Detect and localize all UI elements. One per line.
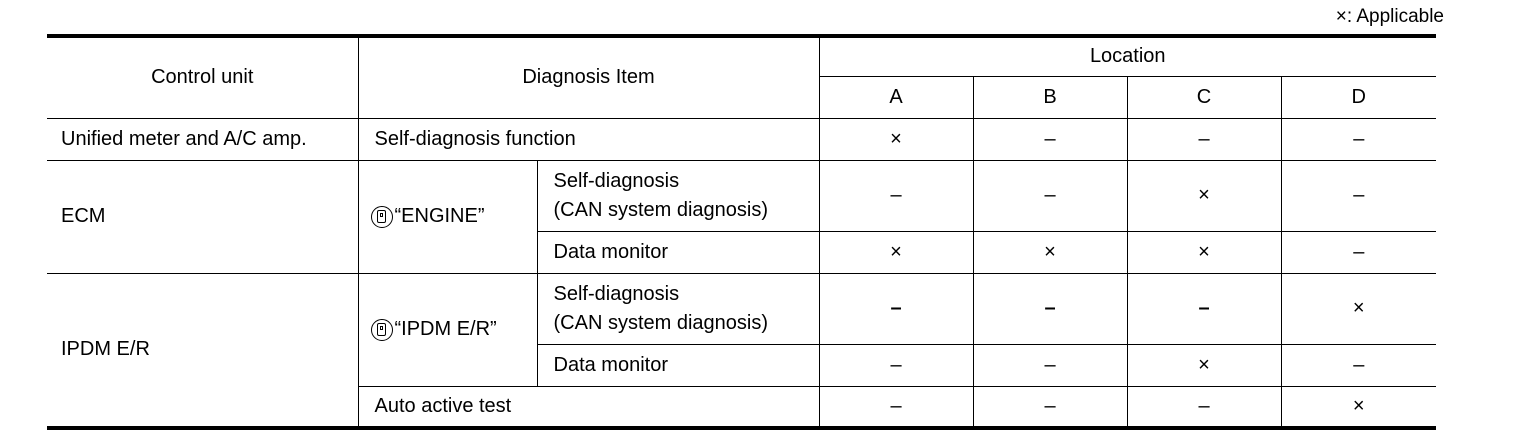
control-unit-ecm: ECM bbox=[47, 160, 358, 273]
header-row bbox=[47, 36, 1436, 76]
header-control-unit: Control unit bbox=[47, 36, 358, 118]
meter-location-b: – bbox=[973, 118, 1127, 160]
ipdm-auto-active-test-location-b: – bbox=[973, 386, 1127, 428]
ecm-data-monitor-location-a: × bbox=[819, 231, 973, 273]
diagnosis-item-meter: Self-diagnosis function bbox=[358, 118, 819, 160]
ecm-self-diagnosis-location-a: – bbox=[819, 160, 973, 231]
ipdm-auto-active-test-location-d: × bbox=[1281, 386, 1436, 428]
header-location-a: A bbox=[819, 76, 973, 118]
ipdm-self-diagnosis-line1: Self-diagnosis bbox=[553, 282, 680, 305]
ipdm-self-diagnosis-location-b: – bbox=[973, 273, 1127, 344]
table-row-ipdm-self-diagnosis bbox=[47, 273, 1436, 344]
consult-icon bbox=[371, 319, 393, 341]
ecm-data-monitor-location-d: – bbox=[1281, 231, 1436, 273]
diagnosis-location-table bbox=[47, 34, 1436, 430]
ipdm-data-monitor-location-d: – bbox=[1281, 344, 1436, 386]
ipdm-data-monitor-location-a: – bbox=[819, 344, 973, 386]
ecm-self-diagnosis-label bbox=[537, 160, 819, 231]
meter-location-c: – bbox=[1127, 118, 1281, 160]
consult-ecm-label: “ENGINE” bbox=[394, 205, 485, 227]
header-diagnosis-item: Diagnosis Item bbox=[358, 36, 819, 118]
control-unit-ipdm: IPDM E/R bbox=[47, 273, 358, 428]
ipdm-auto-active-test-label: Auto active test bbox=[358, 386, 819, 428]
control-unit-meter: Unified meter and A/C amp. bbox=[47, 118, 358, 160]
ecm-self-diagnosis-line1: Self-diagnosis bbox=[553, 169, 680, 192]
meter-location-a: × bbox=[819, 118, 973, 160]
ipdm-self-diagnosis-location-d: × bbox=[1281, 273, 1436, 344]
ecm-self-diagnosis-location-c: × bbox=[1127, 160, 1281, 231]
ipdm-data-monitor-location-b: – bbox=[973, 344, 1127, 386]
ipdm-auto-active-test-location-c: – bbox=[1127, 386, 1281, 428]
ipdm-self-diagnosis-line2: (CAN system diagnosis) bbox=[553, 311, 769, 334]
table-row-meter bbox=[47, 118, 1436, 160]
ecm-self-diagnosis-location-d: – bbox=[1281, 160, 1436, 231]
header-location-c: C bbox=[1127, 76, 1281, 118]
ipdm-data-monitor-location-c: × bbox=[1127, 344, 1281, 386]
ecm-data-monitor-label: Data monitor bbox=[537, 231, 819, 273]
meter-location-d: – bbox=[1281, 118, 1436, 160]
ecm-data-monitor-location-b: × bbox=[973, 231, 1127, 273]
table-row-ecm-self-diagnosis bbox=[47, 160, 1436, 231]
consult-ipdm-label: “IPDM E/R” bbox=[394, 318, 497, 340]
applicable-legend: ×: Applicable bbox=[1335, 6, 1444, 27]
ecm-self-diagnosis-location-b: – bbox=[973, 160, 1127, 231]
ecm-data-monitor-location-c: × bbox=[1127, 231, 1281, 273]
ipdm-self-diagnosis-location-a: – bbox=[819, 273, 973, 344]
ipdm-data-monitor-label: Data monitor bbox=[537, 344, 819, 386]
consult-ecm bbox=[358, 160, 537, 273]
header-location: Location bbox=[819, 36, 1436, 76]
header-location-d: D bbox=[1281, 76, 1436, 118]
header-location-b: B bbox=[973, 76, 1127, 118]
ecm-self-diagnosis-line2: (CAN system diagnosis) bbox=[553, 198, 769, 221]
consult-ipdm bbox=[358, 273, 537, 386]
ipdm-self-diagnosis-label bbox=[537, 273, 819, 344]
ipdm-self-diagnosis-location-c: – bbox=[1127, 273, 1281, 344]
ipdm-auto-active-test-location-a: – bbox=[819, 386, 973, 428]
consult-icon bbox=[371, 206, 393, 228]
